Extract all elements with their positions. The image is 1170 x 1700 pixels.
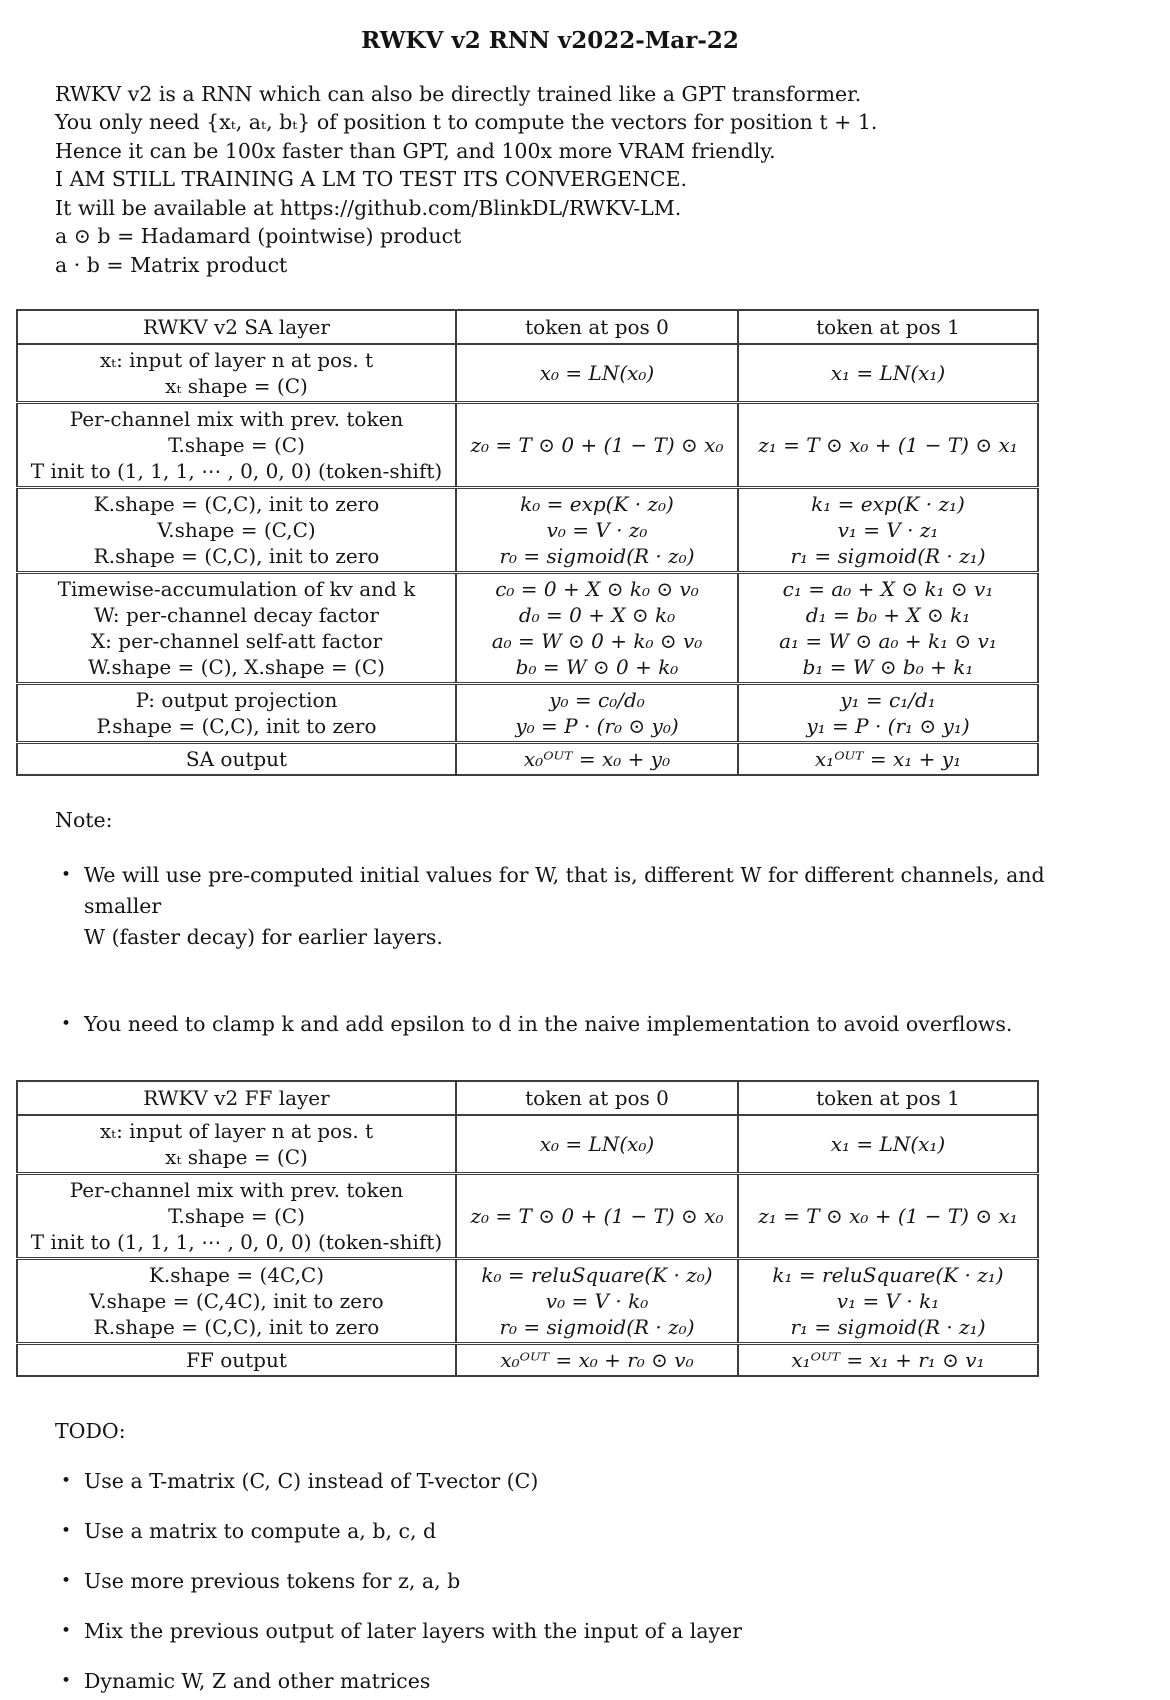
row-pos1-formulas: y₁ = c₁/d₁ y₁ = P · (r₁ ⊙ y₁) bbox=[738, 684, 1038, 743]
intro-line: RWKV v2 is a RNN which can also be directly trained like a GPT transformer. bbox=[55, 81, 862, 106]
note-section bbox=[0, 806, 1170, 1040]
intro-line-url: It will be available at https://github.com/BlinkDL/RWKV-LM. bbox=[55, 195, 682, 220]
row-pos0-formulas: k₀ = exp(K · z₀) v₀ = V · z₀ r₀ = sigmoid(R · z₀) bbox=[456, 488, 738, 573]
table-row bbox=[17, 488, 1038, 573]
bullet-icon: • bbox=[61, 1471, 72, 1492]
table-row bbox=[17, 1115, 1038, 1174]
todo-section bbox=[0, 1417, 1170, 1695]
bullet-icon: • bbox=[61, 1571, 72, 1592]
row-pos0-formulas: x₀ = LN(x₀) bbox=[456, 344, 738, 403]
todo-bullet-text: Use a matrix to compute a, b, c, d bbox=[84, 1519, 437, 1544]
bullet-icon: • bbox=[61, 865, 72, 886]
page-title: RWKV v2 RNN v2022-Mar-22 bbox=[361, 27, 739, 54]
note-bullet-text: You need to clamp k and add epsilon to d in the naive implementation to avoid overflows. bbox=[84, 1012, 1013, 1037]
table-row bbox=[17, 344, 1038, 403]
row-description: FF output bbox=[17, 1344, 456, 1377]
token-pos1-header: token at pos 1 bbox=[738, 310, 1038, 344]
note-bullet-text: We will use pre-computed initial values for W, that is, different W for different channels, and smaller W (faster decay) for earlier layers. bbox=[84, 863, 1045, 950]
intro-line-hadamard-def: a ⊙ b = Hadamard (pointwise) product bbox=[55, 224, 462, 249]
row-pos1-formulas: z₁ = T ⊙ x₀ + (1 − T) ⊙ x₁ bbox=[738, 403, 1038, 488]
note-heading: Note: bbox=[55, 808, 113, 833]
intro-line: Hence it can be 100x faster than GPT, and 100x more VRAM friendly. bbox=[55, 138, 776, 163]
todo-bullet-text: Dynamic W, Z and other matrices bbox=[84, 1669, 431, 1694]
ff-table-title-cell: RWKV v2 FF layer bbox=[17, 1081, 456, 1115]
row-pos0-formulas: x₀ᴼᵁᵀ = x₀ + r₀ ⊙ v₀ bbox=[456, 1344, 738, 1377]
table-row bbox=[17, 1174, 1038, 1259]
token-pos0-header: token at pos 0 bbox=[456, 1081, 738, 1115]
intro-line: I AM STILL TRAINING A LM TO TEST ITS CONVERGENCE. bbox=[55, 167, 688, 192]
row-pos1-formulas: x₁ᴼᵁᵀ = x₁ + y₁ bbox=[738, 743, 1038, 776]
row-pos0-formulas: y₀ = c₀/d₀ y₀ = P · (r₀ ⊙ y₀) bbox=[456, 684, 738, 743]
note-bullet bbox=[61, 860, 1111, 953]
row-pos0-formulas: c₀ = 0 + X ⊙ k₀ ⊙ v₀ d₀ = 0 + X ⊙ k₀ a₀ = W ⊙ 0 + k₀ ⊙ v₀ b₀ = W ⊙ 0 + k₀ bbox=[456, 573, 738, 684]
row-pos1-formulas: x₁ᴼᵁᵀ = x₁ + r₁ ⊙ v₁ bbox=[738, 1344, 1038, 1377]
table-header-row bbox=[17, 310, 1038, 344]
ff-layer-table bbox=[16, 1080, 1039, 1377]
row-pos1-formulas: k₁ = reluSquare(K · z₁) v₁ = V · k₁ r₁ = sigmoid(R · z₁) bbox=[738, 1259, 1038, 1344]
row-pos1-formulas: x₁ = LN(x₁) bbox=[738, 344, 1038, 403]
todo-bullet-text: Use a T-matrix (C, C) instead of T-vector (C) bbox=[84, 1469, 539, 1494]
row-description: xₜ: input of layer n at pos. t xₜ shape = (C) bbox=[17, 1115, 456, 1174]
row-pos0-formulas: x₀ = LN(x₀) bbox=[456, 1115, 738, 1174]
note-bullet bbox=[61, 1009, 1111, 1040]
document-page bbox=[0, 26, 1170, 1700]
bullet-icon: • bbox=[61, 1671, 72, 1692]
row-description: Timewise-accumulation of kv and k W: per-channel decay factor X: per-channel self-att factor W.shape = (C), X.shape = (C) bbox=[17, 573, 456, 684]
bullet-icon: • bbox=[61, 1521, 72, 1542]
row-pos0-formulas: k₀ = reluSquare(K · z₀) v₀ = V · k₀ r₀ = sigmoid(R · z₀) bbox=[456, 1259, 738, 1344]
table-row bbox=[17, 684, 1038, 743]
todo-bullet-text: Use more previous tokens for z, a, b bbox=[84, 1569, 461, 1594]
bullet-icon: • bbox=[61, 1014, 72, 1035]
table-header-row bbox=[17, 1081, 1038, 1115]
row-description: xₜ: input of layer n at pos. t xₜ shape = (C) bbox=[17, 344, 456, 403]
row-description: Per-channel mix with prev. token T.shape = (C) T init to (1, 1, 1, ⋯ , 0, 0, 0) (token-shift) bbox=[17, 1174, 456, 1259]
row-description: K.shape = (C,C), init to zero V.shape = (C,C) R.shape = (C,C), init to zero bbox=[17, 488, 456, 573]
todo-bullet bbox=[61, 1568, 1111, 1595]
todo-bullet bbox=[61, 1518, 1111, 1545]
table-row bbox=[17, 1259, 1038, 1344]
sa-layer-table bbox=[16, 309, 1039, 776]
sa-table-title-cell: RWKV v2 SA layer bbox=[17, 310, 456, 344]
todo-bullet bbox=[61, 1618, 1111, 1645]
bullet-icon: • bbox=[61, 1621, 72, 1642]
intro-line: You only need {xₜ, aₜ, bₜ} of position t to compute the vectors for position t + 1. bbox=[55, 110, 878, 135]
token-pos0-header: token at pos 0 bbox=[456, 310, 738, 344]
todo-bullet bbox=[61, 1468, 1111, 1495]
table-row bbox=[17, 573, 1038, 684]
row-description: Per-channel mix with prev. token T.shape = (C) T init to (1, 1, 1, ⋯ , 0, 0, 0) (token-shift) bbox=[17, 403, 456, 488]
row-pos1-formulas: z₁ = T ⊙ x₀ + (1 − T) ⊙ x₁ bbox=[738, 1174, 1038, 1259]
row-pos0-formulas: x₀ᴼᵁᵀ = x₀ + y₀ bbox=[456, 743, 738, 776]
row-pos1-formulas: k₁ = exp(K · z₁) v₁ = V · z₁ r₁ = sigmoid(R · z₁) bbox=[738, 488, 1038, 573]
row-pos1-formulas: c₁ = a₀ + X ⊙ k₁ ⊙ v₁ d₁ = b₀ + X ⊙ k₁ a₁ = W ⊙ a₀ + k₁ ⊙ v₁ b₁ = W ⊙ b₀ + k₁ bbox=[738, 573, 1038, 684]
row-description: P: output projection P.shape = (C,C), init to zero bbox=[17, 684, 456, 743]
todo-bullet-text: Mix the previous output of later layers with the input of a layer bbox=[84, 1619, 743, 1644]
token-pos1-header: token at pos 1 bbox=[738, 1081, 1038, 1115]
row-pos0-formulas: z₀ = T ⊙ 0 + (1 − T) ⊙ x₀ bbox=[456, 1174, 738, 1259]
row-pos1-formulas: x₁ = LN(x₁) bbox=[738, 1115, 1038, 1174]
todo-bullet bbox=[61, 1668, 1111, 1695]
intro-paragraph bbox=[55, 80, 1135, 280]
table-row-ff-output bbox=[17, 1344, 1038, 1377]
table-row-sa-output bbox=[17, 743, 1038, 776]
todo-heading: TODO: bbox=[55, 1419, 126, 1444]
table-row bbox=[17, 403, 1038, 488]
row-description: SA output bbox=[17, 743, 456, 776]
row-pos0-formulas: z₀ = T ⊙ 0 + (1 − T) ⊙ x₀ bbox=[456, 403, 738, 488]
row-description: K.shape = (4C,C) V.shape = (C,4C), init to zero R.shape = (C,C), init to zero bbox=[17, 1259, 456, 1344]
intro-line-matrix-def: a · b = Matrix product bbox=[55, 252, 288, 277]
